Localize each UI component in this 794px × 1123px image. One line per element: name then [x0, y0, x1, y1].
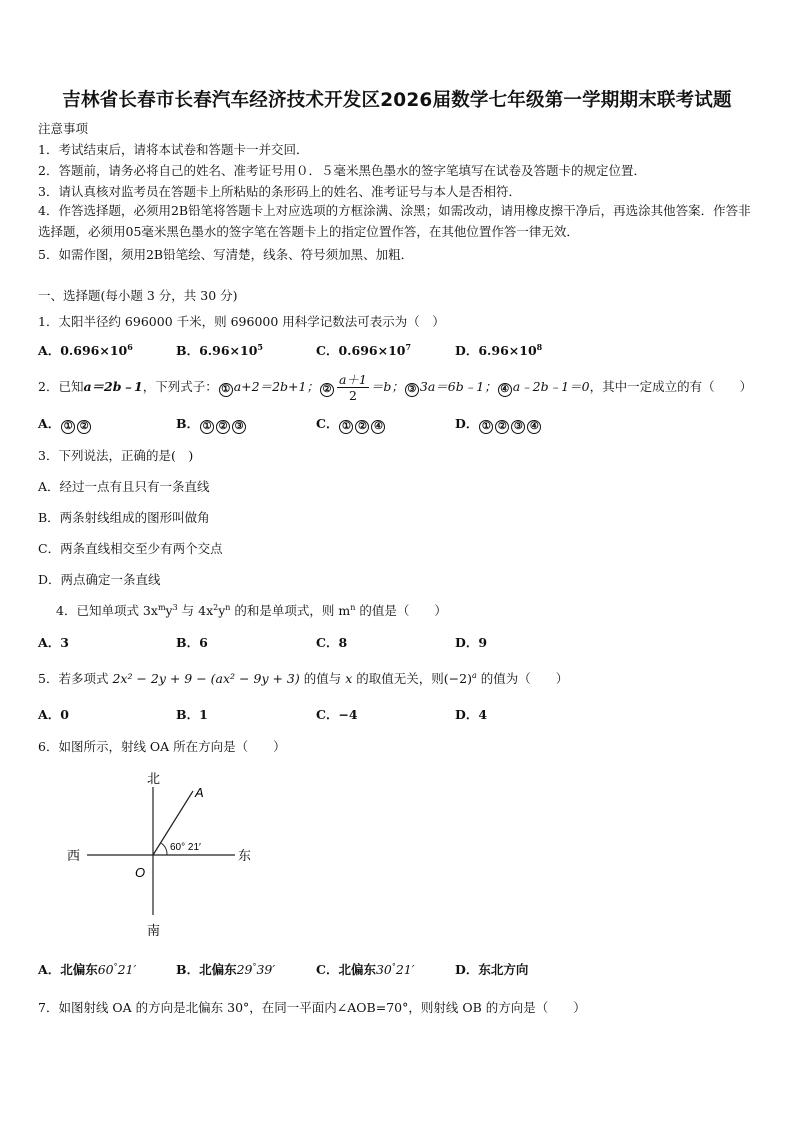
q4-option-c: C．8	[316, 635, 348, 650]
q6-option-c: C．北偏东30°21′	[316, 962, 415, 977]
note-4: 4．作答选择题，必须用2B铅笔将答题卡上对应选项的方框涂满、涂黑；如需改动，请用橡皮擦干净后，再选涂其他答案．作答非选择题，必须用05毫米黑色墨水的签字笔在答题卡上的指定位置作答，在其他位置作答一律无效．	[38, 203, 751, 239]
question-5-stem: 5．若多项式 2x² − 2y + 9 − (ax² − 9y + 3) 的值与 x 的取值无关，则$(-2)^a$ 的值为（ ）	[38, 671, 569, 686]
east-label: 东	[238, 848, 252, 863]
north-label: 北	[147, 771, 161, 786]
q3-option-d: D．两点确定一条直线	[38, 572, 161, 587]
west-label: 西	[67, 848, 81, 863]
q1-option-c: C．$0.696\times 10^7$	[316, 342, 412, 358]
angle-arc	[161, 843, 167, 855]
q2-option-d: D． ① ② ③ ④	[455, 416, 542, 434]
q4-option-a: A．3	[38, 635, 69, 650]
q2-option-c: C． ① ② ④	[316, 416, 386, 434]
notes-heading: 注意事项	[38, 121, 89, 136]
q2-option-a: A． ① ②	[38, 416, 92, 434]
q4-option-b: B．6	[176, 635, 208, 650]
q4-option-d: D．9	[455, 635, 488, 650]
q3-option-c: C．两条直线相交至少有两个交点	[38, 541, 223, 556]
note-3: 3．请认真核对监考员在答题卡上所粘贴的条形码上的姓名、准考证号与本人是否相符．	[38, 184, 521, 199]
question-2-stem: 2．已知a＝2b﹣1，下列式子： ① a+2＝2b+1； ② $\frac{a+1}{2}$ ＝b； ③ 3a＝6b﹣1； ④ a﹣2b﹣1＝0，其中一定成立的有（ ）	[38, 372, 753, 403]
note-2: 2．答题前，请务必将自己的姓名、准考证号用０．５毫米黑色墨水的签字笔填写在试卷及答题卡的规定位置．	[38, 163, 646, 178]
q6-option-a: A．北偏东60°21′	[38, 962, 137, 977]
angle-label: 60° 21′	[170, 842, 201, 853]
q1-option-a: A．$0.696\times 10^6$	[38, 342, 133, 358]
q5-option-b: B．1	[176, 707, 208, 722]
q3-option-a: A．经过一点有且只有一条直线	[38, 479, 210, 494]
question-4-stem: 4．已知单项式 $3x^my^3$ 与 $4x^2y^n$ 的和是单项式，则 $m^n$ 的值是（ ）	[56, 603, 447, 618]
section-heading: 一、选择题(每小题 3 分，共 30 分)	[38, 288, 238, 303]
question-7-stem: 7．如图射线 OA 的方向是北偏东 30°，在同一平面内∠AOB=70°，则射线 OB 的方向是（ ）	[38, 1000, 586, 1015]
q1-option-d: D．$6.96\times 10^8$	[455, 342, 543, 358]
compass-figure	[55, 765, 275, 945]
origin-label: O	[135, 865, 146, 880]
q5-option-d: D．4	[455, 707, 488, 722]
note-1: 1．考试结束后，请将本试卷和答题卡一并交回．	[38, 142, 309, 157]
note-5: 5．如需作图，须用2B铅笔绘、写清楚，线条、符号须加黑、加粗．	[38, 247, 414, 262]
q1-option-b: B．$6.96\times 10^5$	[176, 342, 263, 358]
south-label: 南	[147, 923, 161, 938]
q3-option-b: B．两条射线组成的图形叫做角	[38, 510, 210, 525]
question-3-stem: 3．下列说法，正确的是( )	[38, 448, 194, 463]
ray-label: A	[195, 785, 204, 800]
q5-option-c: C．−4	[316, 707, 358, 722]
q2-option-b: B． ① ② ③	[176, 416, 247, 434]
question-6-stem: 6．如图所示，射线 OA 所在方向是（ ）	[38, 739, 286, 754]
q5-option-a: A．0	[38, 707, 69, 722]
page-title: 吉林省长春市长春汽车经济技术开发区2026届数学七年级第一学期期末联考试题	[62, 90, 732, 111]
q6-option-b: B．北偏东29°39′	[176, 962, 276, 977]
q6-option-d: D．东北方向	[455, 962, 529, 977]
question-1-stem: 1．太阳半径约 696000 千米，则 696000 用科学记数法可表示为（ ）	[38, 314, 445, 329]
